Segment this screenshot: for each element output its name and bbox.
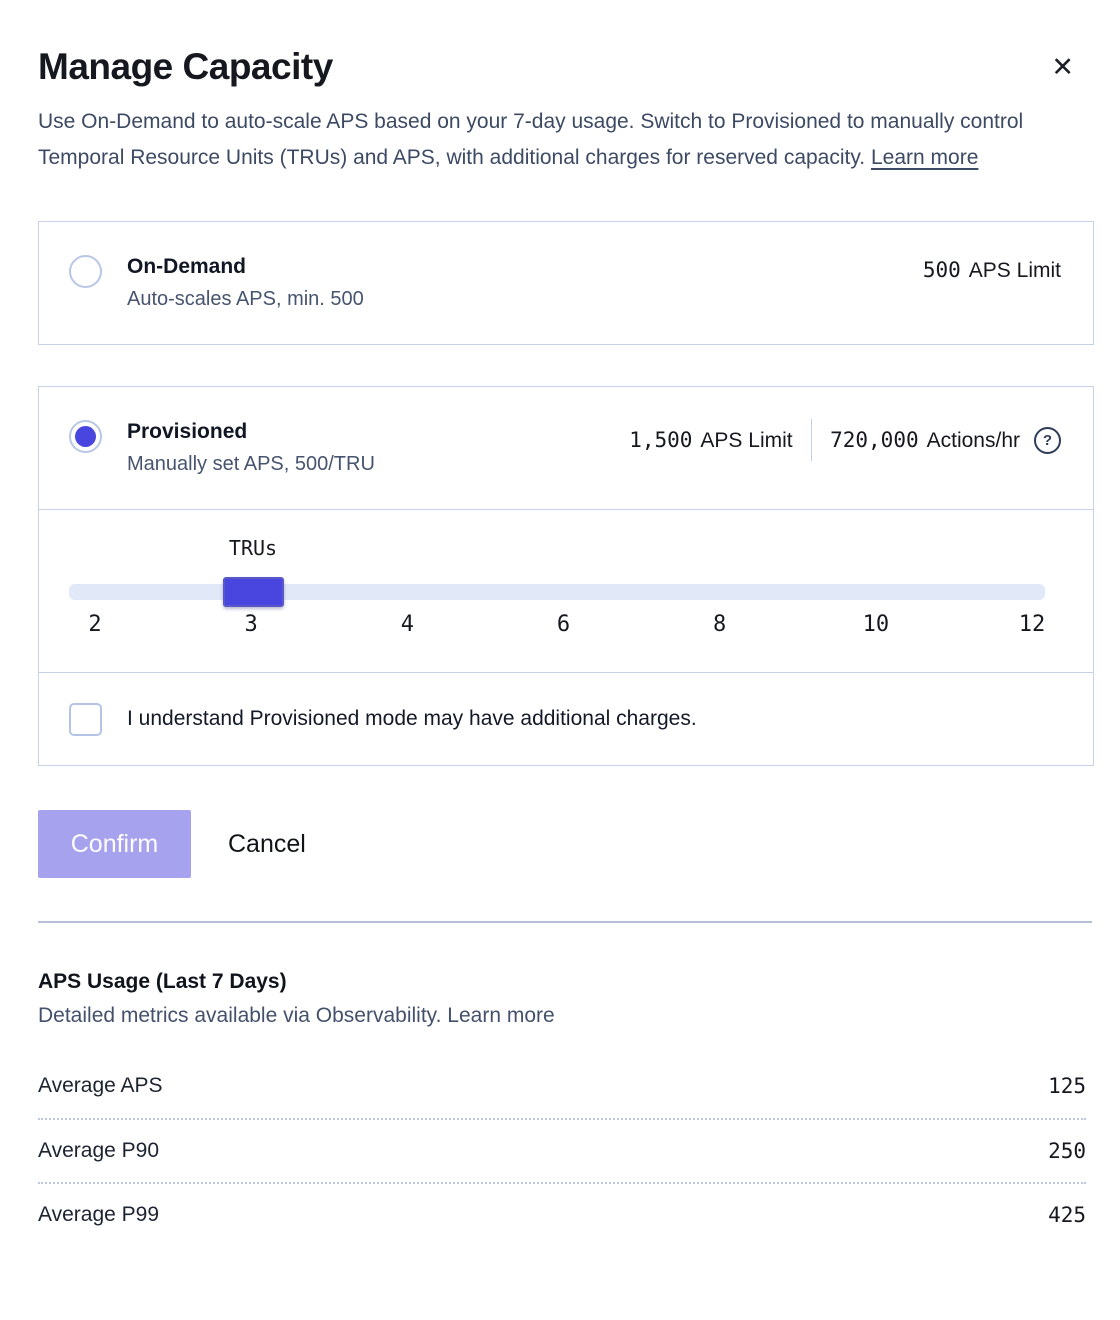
cancel-button[interactable]: Cancel [228,829,306,858]
table-row [38,1118,1086,1182]
tick-label: 4 [400,612,414,637]
usage-subtitle [38,1004,1092,1028]
usage-title: APS Usage (Last 7 Days) [38,970,287,993]
acknowledgement-checkbox[interactable] [69,703,102,736]
acknowledgement-label: I understand Provisioned mode may have additional charges. [127,707,697,730]
metric-label: Average APS [38,1074,163,1097]
dialog-description [38,104,1084,176]
provisioned-actions-value: 720,000 [830,427,919,452]
on-demand-row [39,222,1093,344]
metric-value: 125 [1048,1074,1086,1098]
table-row [38,1182,1086,1246]
stats-divider [811,419,813,461]
page-title: Manage Capacity [38,46,333,87]
provisioned-sublabel: Manually set APS, 500/TRU [127,453,375,475]
on-demand-option-card[interactable] [38,221,1094,345]
on-demand-aps-value: 500 [922,258,961,282]
dialog-actions [38,810,1092,878]
tick-label: 3 [244,612,258,637]
tick-label: 10 [862,612,890,637]
dialog-header [38,46,1092,88]
usage-subtitle-text: Detailed metrics available via Observability. [38,1004,442,1027]
usage-metrics-table [38,1054,1086,1246]
on-demand-aps-unit: APS Limit [968,259,1061,282]
slider-track[interactable] [69,584,1045,600]
tick-label: 6 [556,612,571,637]
confirm-button[interactable]: Confirm [38,810,191,878]
description-text: Use On-Demand to auto-scale APS based on your 7-day usage. Switch to Provisioned to manually control Temporal Resource Units (TRUs) and APS, with additional charges for reserved capacity. [38,110,1024,169]
on-demand-sublabel: Auto-scales APS, min. 500 [127,288,364,310]
close-icon[interactable]: ✕ [1051,52,1074,83]
table-row [38,1054,1086,1118]
usage-learn-more-link[interactable]: Learn more [447,1004,555,1027]
provisioned-stats [629,419,1061,461]
metric-value: 250 [1048,1139,1086,1163]
learn-more-link[interactable]: Learn more [870,146,979,169]
acknowledgement-row [39,672,1093,765]
section-divider [38,921,1092,923]
provisioned-aps-unit: APS Limit [700,428,793,452]
provisioned-actions-unit: Actions/hr [926,428,1020,452]
on-demand-aps-limit [923,254,1061,287]
provisioned-option-card[interactable] [38,386,1094,766]
on-demand-radio[interactable] [69,255,102,288]
provisioned-label: Provisioned [127,420,248,443]
help-icon[interactable]: ? [1034,427,1061,454]
slider-tick-labels [88,612,1046,644]
tick-label: 12 [1018,612,1046,637]
provisioned-aps-value: 1,500 [629,427,693,452]
provisioned-radio[interactable] [69,420,102,453]
provisioned-texts [127,419,629,476]
metric-label: Average P99 [38,1203,160,1226]
metric-value: 425 [1048,1203,1086,1227]
radio-selected-dot [75,426,96,447]
tick-label: 2 [88,612,102,637]
metric-label: Average P90 [38,1139,160,1162]
provisioned-row [39,387,1093,509]
on-demand-label: On-Demand [127,255,247,278]
tick-label: 8 [713,612,727,637]
slider-label: TRUs [228,536,278,560]
slider-handle[interactable] [223,577,284,607]
on-demand-texts [127,254,923,311]
tru-slider-section [39,509,1093,672]
